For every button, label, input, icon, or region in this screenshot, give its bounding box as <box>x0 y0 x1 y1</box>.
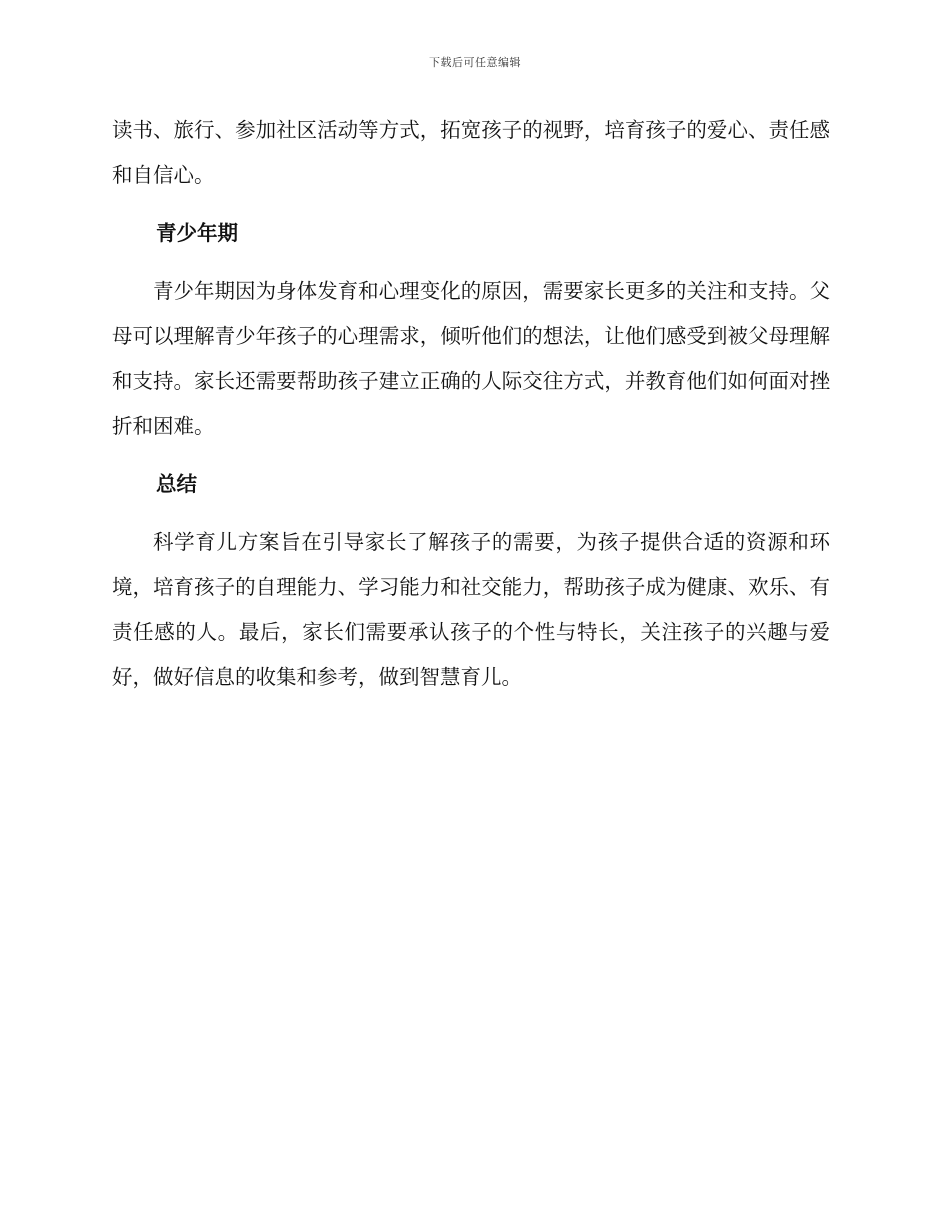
intro-paragraph: 读书、旅行、参加社区活动等方式，拓宽孩子的视野，培育孩子的爱心、责任感和自信心。 <box>112 118 830 187</box>
section-heading-adolescence: 青少年期 <box>156 221 238 245</box>
section-heading-summary: 总结 <box>156 472 197 496</box>
section-paragraph-summary: 科学育儿方案旨在引导家长了解孩子的需要，为孩子提供合适的资源和环境，培育孩子的自理能力、学习能力和社交能力，帮助孩子成为健康、欢乐、有责任感的人。最后，家长们需要承认孩子的个性与特长，关注孩子的兴趣与爱好，做好信息的收集和参考，做到智慧育儿。 <box>112 530 830 689</box>
header-note: 下载后可任意编辑 <box>429 56 521 69</box>
section-paragraph-adolescence: 青少年期因为身体发育和心理变化的原因，需要家长更多的关注和支持。父母可以理解青少年孩子的心理需求，倾听他们的想法，让他们感受到被父母理解和支持。家长还需要帮助孩子建立正确的人际交往方式，并教育他们如何面对挫折和困难。 <box>112 279 830 438</box>
document-body <box>112 108 830 700</box>
